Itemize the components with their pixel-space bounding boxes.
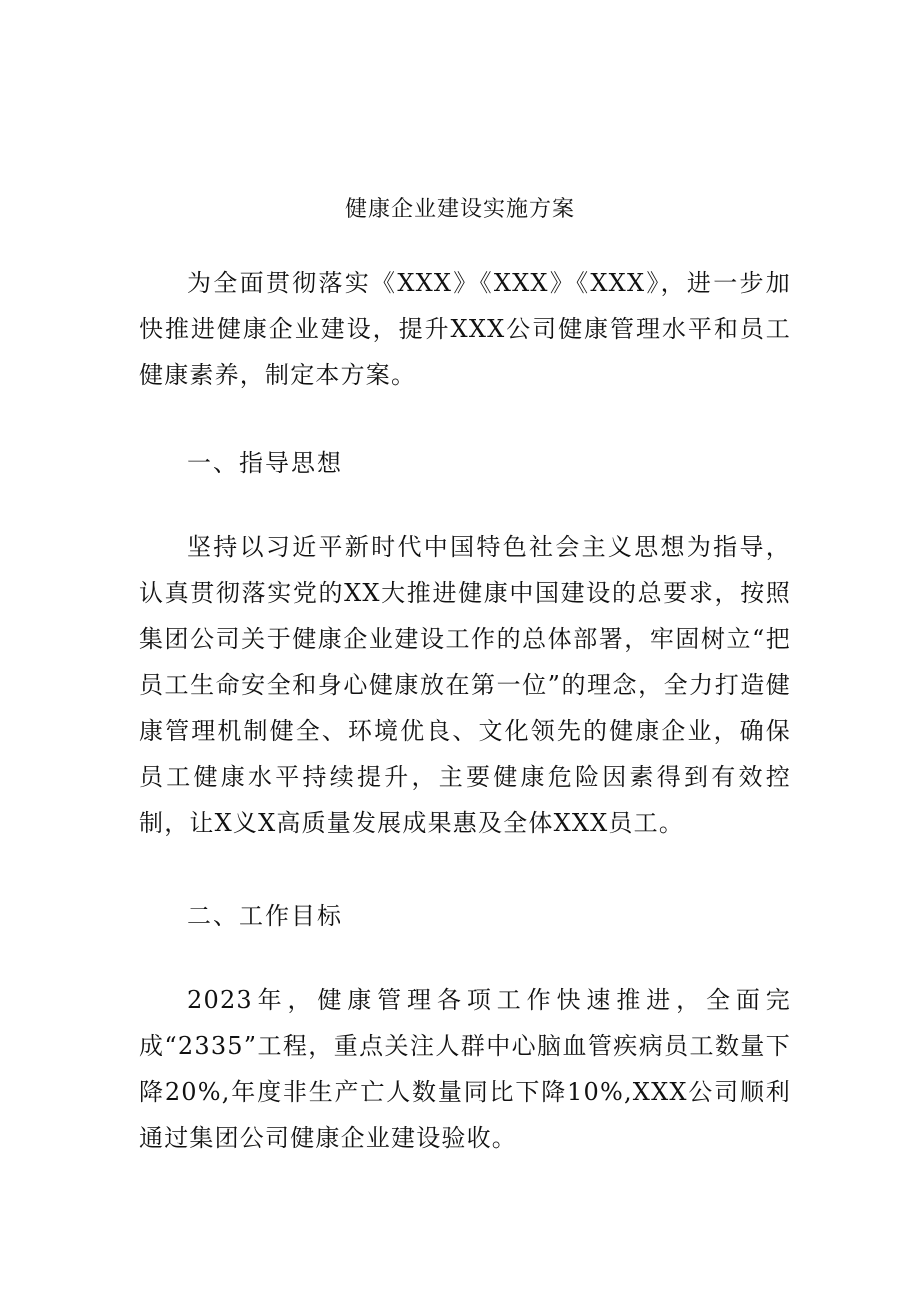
intro-paragraph: 为全面贯彻落实《XXX》《XXX》《XXX》，进一步加快推进健康企业建设，提升XXX公司健康管理水平和员工健康素养，制定本方案。 — [139, 269, 791, 389]
section-body-guiding-ideology: 坚持以习近平新时代中国特色社会主义思想为指导，认真贯彻落实党的XX大推进健康中国建设的总要求，按照集团公司关于健康企业建设工作的总体部署，牢固树立“把员工生命安全和身心健康放在第一位”的理念，全力打造健康管理机制健全、环境优良、文化领先的健康企业，确保员工健康水平持续提升，主要健康危险因素得到有效控制，让X义X高质量发展成果惠及全体XXX员工。 — [139, 533, 791, 837]
document-title: 健康企业建设实施方案 — [344, 197, 575, 222]
section-heading-guiding-ideology: 一、指导思想 — [187, 449, 343, 477]
section-heading-work-goals: 二、工作目标 — [187, 902, 343, 930]
section-body-work-goals: 2023年，健康管理各项工作快速推进，全面完成“2335”工程，重点关注人群中心脑血管疾病员工数量下降20%,年度非生产亡人数量同比下降10%,XXX公司顺利通过集团公司健康企业建设验收。 — [139, 986, 791, 1152]
